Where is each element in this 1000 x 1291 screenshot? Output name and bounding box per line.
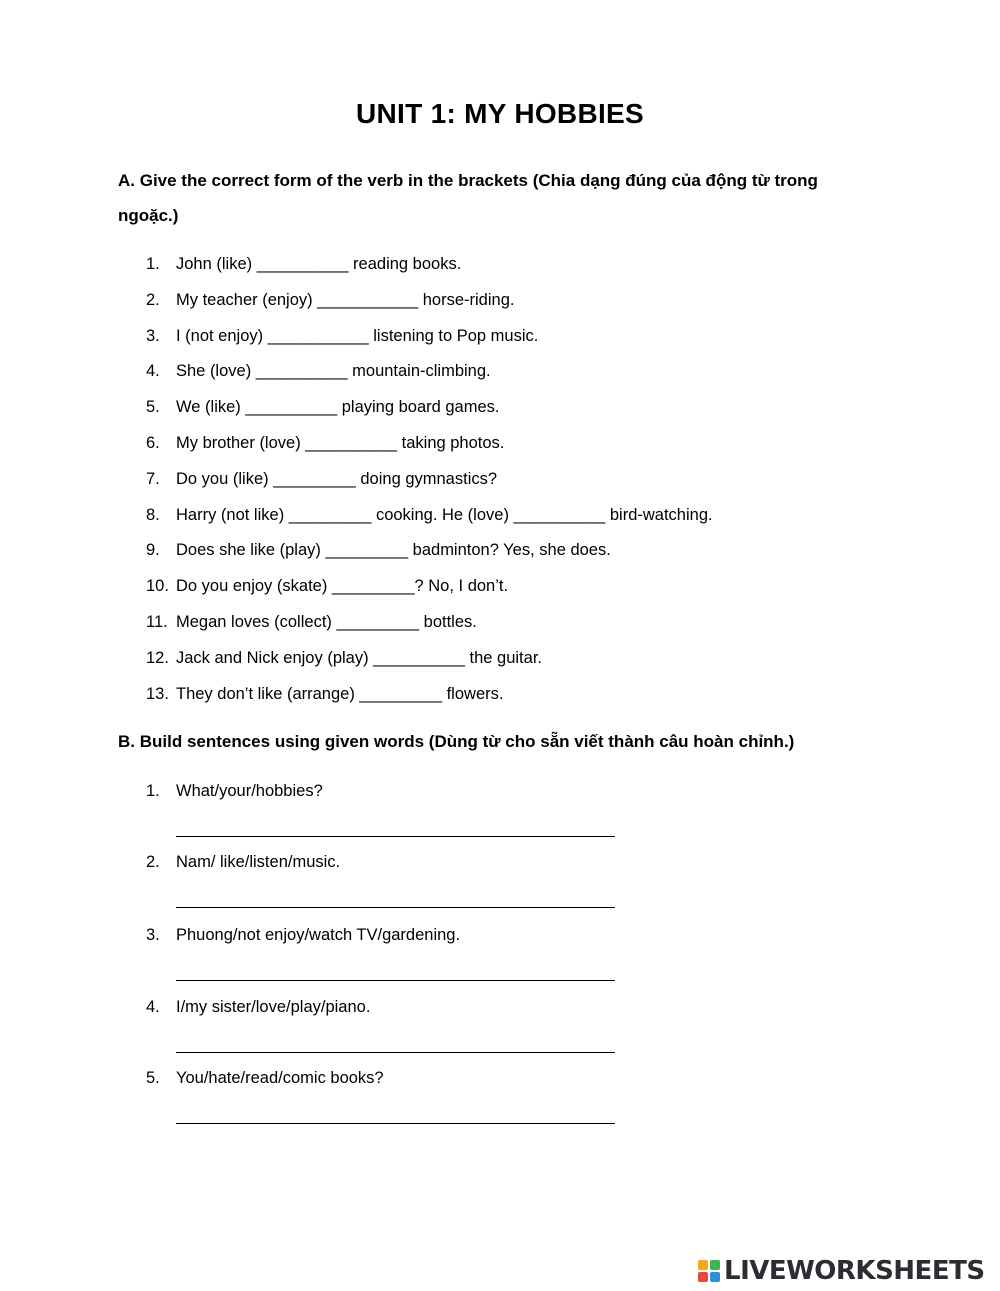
item-prompt: You/hate/read/comic books? (176, 1069, 384, 1087)
exercise-a-item (146, 468, 497, 490)
item-prompt: Harry (not like) (176, 506, 289, 524)
item-prompt: They don’t like (arrange) (176, 685, 360, 703)
item-number: 2. (146, 853, 160, 871)
item-rest: taking photos. (397, 434, 505, 452)
answer-line[interactable] (176, 836, 615, 837)
item-number: 7. (146, 470, 160, 488)
answer-line[interactable] (176, 907, 615, 908)
item-prompt: Megan loves (collect) (176, 613, 337, 631)
exercise-a-item (146, 396, 500, 418)
exercise-a-item (146, 289, 514, 311)
answer-blank[interactable]: _________ (325, 541, 409, 559)
exercise-a-item (146, 504, 713, 526)
item-rest: mountain-climbing. (347, 362, 491, 380)
answer-blank[interactable]: __________ (373, 649, 465, 667)
exercise-a-item (146, 360, 491, 382)
exercise-b-item (146, 996, 370, 1018)
item-rest: bottles. (419, 613, 477, 631)
item-prompt: My teacher (enjoy) (176, 291, 318, 309)
item-number: 4. (146, 362, 160, 380)
item-prompt: Does she like (play) (176, 541, 326, 559)
answer-line[interactable] (176, 980, 615, 981)
answer-blank[interactable]: _________ (331, 577, 415, 595)
answer-line[interactable] (176, 1052, 615, 1053)
item-prompt: What/your/hobbies? (176, 782, 323, 800)
item-number: 1. (146, 255, 160, 273)
item-prompt: I (not enjoy) (176, 327, 268, 345)
item-rest: reading books. (348, 255, 462, 273)
item-rest: badminton? Yes, she does. (408, 541, 611, 559)
exercise-a-item (146, 325, 538, 347)
section-b-heading: B. Build sentences using given words (Dùng từ cho sẵn viết thành câu hoàn chỉnh.) (118, 732, 795, 751)
answer-blank[interactable]: _________ (359, 685, 443, 703)
item-number: 10. (146, 577, 169, 595)
page-title: UNIT 1: MY HOBBIES (355, 98, 645, 129)
answer-blank[interactable]: __________ (245, 398, 338, 416)
item-rest: listening to Pop music. (368, 327, 539, 345)
item-number: 9. (146, 541, 160, 559)
exercise-b-item (146, 851, 340, 873)
answer-blank[interactable]: ___________ (267, 327, 369, 345)
item-prompt: Nam/ like/listen/music. (176, 853, 341, 871)
item-prompt: She (love) (176, 362, 256, 380)
item-number: 11. (146, 613, 168, 631)
exercise-b-item (146, 780, 323, 802)
logo-text: LIVEWORKSHEETS (724, 1256, 985, 1286)
item-number: 8. (146, 506, 160, 524)
item-prompt: We (like) (176, 398, 246, 416)
item-rest: flowers. (442, 685, 504, 703)
item-prompt: Jack and Nick enjoy (play) (176, 649, 374, 667)
item-prompt: John (like) (176, 255, 257, 273)
item-number: 4. (146, 998, 160, 1016)
answer-blank[interactable]: _________ (288, 506, 372, 524)
item-number: 2. (146, 291, 160, 309)
answer-blank[interactable]: __________ (256, 255, 349, 273)
answer-blank[interactable]: __________ (305, 434, 398, 452)
answer-blank[interactable]: _________ (273, 470, 356, 488)
item-number: 13. (146, 685, 169, 703)
answer-blank[interactable]: ___________ (317, 291, 419, 309)
logo-squares-icon (698, 1260, 720, 1282)
item-rest: playing board games. (337, 398, 500, 416)
answer-line[interactable] (176, 1123, 615, 1124)
exercise-a-item (146, 539, 611, 561)
item-rest: the guitar. (464, 649, 542, 667)
item-number: 5. (146, 1069, 160, 1087)
answer-blank[interactable]: _________ (336, 613, 420, 631)
item-number: 6. (146, 434, 160, 452)
section-a-heading: A. Give the correct form of the verb in the brackets (Chia dạng đúng của động từ trong ngoặc.) (118, 171, 818, 225)
item-prompt: Do you (like) (176, 470, 274, 488)
item-number: 3. (146, 327, 160, 345)
exercise-a-item (146, 253, 461, 275)
item-number: 12. (146, 649, 169, 667)
item-prompt: Do you enjoy (skate) (176, 577, 332, 595)
exercise-a-item (146, 683, 503, 705)
exercise-b-item (146, 924, 460, 946)
item-number: 3. (146, 926, 160, 944)
liveworksheets-logo (698, 1256, 985, 1286)
exercise-a-item (146, 647, 542, 669)
item-rest: horse-riding. (418, 291, 515, 309)
exercise-a-item (146, 575, 508, 597)
item-rest: cooking. He (love) __________ bird-watching. (371, 506, 713, 524)
item-prompt: Phuong/not enjoy/watch TV/gardening. (176, 926, 461, 944)
exercise-a-item (146, 432, 504, 454)
item-number: 1. (146, 782, 160, 800)
item-prompt: My brother (love) (176, 434, 306, 452)
item-rest: ? No, I don’t. (414, 577, 509, 595)
exercise-a-item (146, 611, 477, 633)
answer-blank[interactable]: __________ (255, 362, 348, 380)
exercise-b-item (146, 1067, 384, 1089)
item-prompt: I/my sister/love/play/piano. (176, 998, 371, 1016)
item-number: 5. (146, 398, 160, 416)
item-rest: doing gymnastics? (355, 470, 498, 488)
